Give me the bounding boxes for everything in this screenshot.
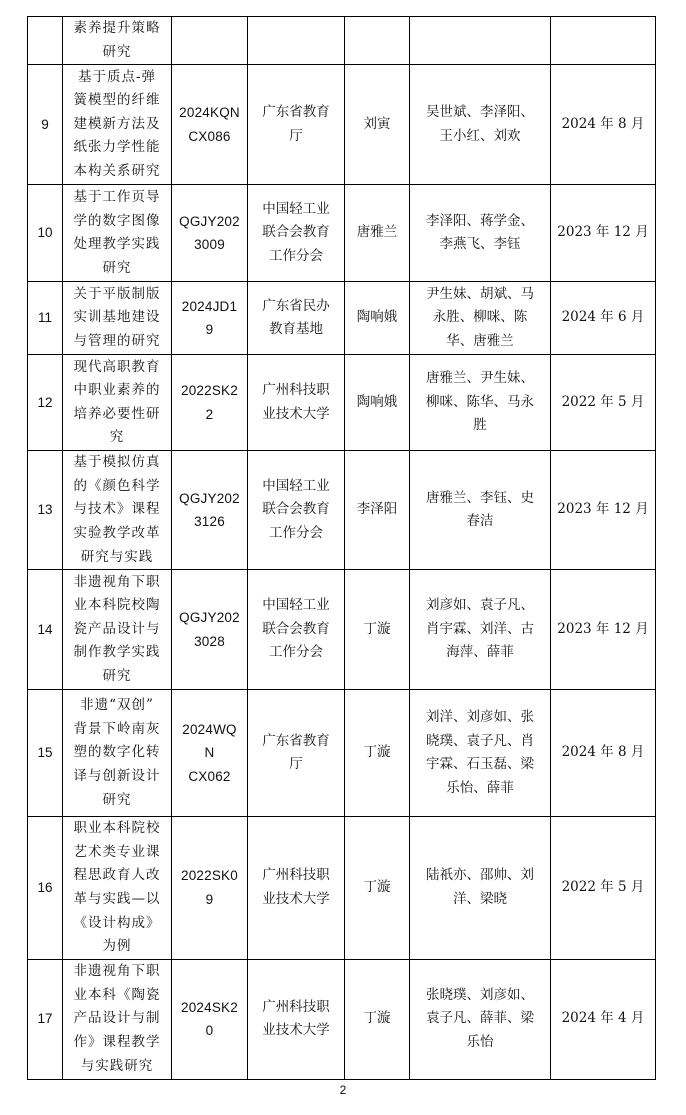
approval-date-cell: 2023 年 12 月 (551, 451, 656, 570)
members-cell-line: 海萍、薛菲 (446, 644, 514, 661)
table-row (28, 355, 656, 451)
issuing-authority-cell-line: 教育基地 (269, 321, 323, 338)
issuing-authority-cell-line: 中国轻工业 (262, 477, 330, 494)
project-title-cell (63, 690, 172, 817)
project-leader-cell: 丁漩 (345, 690, 410, 817)
project-title-cell-line: 业本科院校陶 (73, 597, 161, 614)
project-title-cell-line: 《设计构成》 (73, 914, 161, 931)
issuing-authority-cell-line: 广州科技职 (262, 867, 330, 884)
row-number-cell: 10 (28, 185, 63, 282)
issuing-authority-cell (248, 355, 345, 451)
project-leader-cell: 唐雅兰 (345, 185, 410, 282)
members-cell-line: 张晓璞、刘彦如、 (426, 986, 534, 1003)
approval-date-cell: 2023 年 12 月 (551, 570, 656, 690)
project-title-cell-line: 非遗视角下职 (73, 963, 161, 980)
project-code-cell-line: 9 (205, 322, 214, 338)
issuing-authority-cell (248, 959, 345, 1079)
project-title-cell-line: 关于平版制版 (73, 285, 161, 302)
project-title-cell-line: 的《颜色科学 (73, 477, 161, 494)
project-title-cell-line: 与实践研究 (80, 1057, 154, 1074)
project-title-cell-line: 艺术类专业课 (73, 843, 161, 860)
project-title-cell-line: 处理教学实践 (73, 236, 161, 253)
project-code-cell-line: 9 (205, 891, 214, 907)
approval-date-cell: 2024 年 8 月 (551, 690, 656, 817)
project-code-cell-line: 3028 (194, 633, 225, 649)
project-code-cell (172, 355, 248, 451)
project-title-cell (63, 451, 172, 570)
table-row (28, 282, 656, 355)
members-cell (410, 451, 551, 570)
members-cell-line: 华、唐雅兰 (446, 332, 514, 349)
project-code-cell (172, 17, 248, 65)
project-code-cell (172, 282, 248, 355)
project-title-cell (63, 185, 172, 282)
approval-date-cell: 2022 年 5 月 (551, 817, 656, 960)
project-title-cell-line: 业本科《陶瓷 (73, 986, 161, 1003)
project-title-cell-line: 究 (109, 429, 125, 446)
project-title-cell-line: 产品设计与制 (73, 1010, 161, 1027)
project-code-cell (172, 817, 248, 960)
project-title-cell (63, 570, 172, 690)
project-title-cell-line: 学的数字图像 (73, 212, 161, 229)
project-title-cell-line: 制作教学实践 (73, 644, 161, 661)
issuing-authority-cell-line: 厅 (289, 127, 303, 144)
row-number-cell: 15 (28, 690, 63, 817)
members-cell-line: 吴世斌、李泽阳、 (426, 104, 534, 121)
members-cell (410, 817, 551, 960)
row-number-cell (28, 17, 63, 65)
table-row (28, 817, 656, 960)
members-cell-line: 李燕飞、李钰 (439, 236, 521, 253)
issuing-authority-cell (248, 282, 345, 355)
approval-date-cell: 2024 年 4 月 (551, 959, 656, 1079)
issuing-authority-cell-line: 业技术大学 (262, 405, 330, 422)
project-code-cell-line: CX086 (188, 128, 231, 144)
project-leader-cell: 李泽阳 (345, 451, 410, 570)
project-title-cell-line: 塑的数字化转 (73, 744, 161, 761)
project-title-cell-line: 纸张力学性能 (73, 139, 161, 156)
project-code-cell-line: 3009 (194, 237, 225, 253)
project-title-cell-line: 实验教学改革 (73, 524, 161, 541)
members-cell-line: 王小红、刘欢 (439, 127, 521, 144)
members-cell-line: 乐怡、薛菲 (446, 779, 514, 796)
table-body (28, 17, 656, 1080)
issuing-authority-cell-line: 广州科技职 (262, 382, 330, 399)
row-number-cell: 11 (28, 282, 63, 355)
project-leader-cell (345, 17, 410, 65)
issuing-authority-cell-line: 中国轻工业 (262, 200, 330, 217)
project-title-cell-line: 研究与实践 (80, 548, 154, 565)
issuing-authority-cell-line: 广东省教育 (262, 104, 330, 121)
project-title-cell-line: 研究 (102, 668, 132, 685)
members-cell (410, 17, 551, 65)
members-cell-line: 永胜、柳咪、陈 (432, 309, 528, 326)
members-cell-line: 唐雅兰、李钰、史 (426, 489, 534, 506)
project-code-cell-line: 2 (205, 406, 214, 422)
project-code-cell-line: QGJY202 (179, 213, 240, 229)
page-number: 2 (339, 1083, 347, 1097)
members-cell (410, 959, 551, 1079)
project-title-cell-line: 素养提升策略 (73, 20, 161, 36)
row-number-cell: 16 (28, 817, 63, 960)
members-cell-line: 唐雅兰、尹生妹、 (426, 370, 534, 387)
project-title-cell-line: 背景下岭南灰 (73, 720, 161, 737)
members-cell-line: 洋、梁晓 (453, 890, 507, 907)
issuing-authority-cell-line: 业技术大学 (262, 1022, 330, 1039)
members-cell (410, 355, 551, 451)
project-title-cell-line: 与管理的研究 (73, 332, 161, 349)
project-code-cell (172, 570, 248, 690)
members-cell-line: 柳咪、陈华、马永 (426, 393, 534, 410)
project-code-cell-line: 2022SK0 (181, 868, 238, 884)
project-title-cell-line: 革与实践—以 (73, 890, 161, 907)
members-cell-line: 晓璞、袁子凡、肖 (426, 732, 534, 749)
project-title-cell-line: 作》课程教学 (73, 1034, 161, 1051)
project-title-cell-line: 研究 (102, 259, 132, 276)
issuing-authority-cell-line: 工作分会 (269, 524, 323, 541)
project-code-cell-line: 2024SK2 (181, 999, 238, 1015)
issuing-authority-cell (248, 17, 345, 65)
issuing-authority-cell (248, 570, 345, 690)
issuing-authority-cell (248, 185, 345, 282)
project-code-cell (172, 65, 248, 185)
project-title-cell-line: 研究 (102, 43, 132, 60)
project-code-cell-line: 0 (205, 1023, 214, 1039)
row-number-cell: 9 (28, 65, 63, 185)
project-title-cell (63, 282, 172, 355)
project-code-cell-line: 3126 (194, 514, 225, 530)
row-number-cell: 17 (28, 959, 63, 1079)
project-code-cell (172, 959, 248, 1079)
project-title-cell-line: 本构关系研究 (73, 163, 161, 180)
project-title-cell-line: 瓷产品设计与 (73, 620, 161, 637)
project-title-cell (63, 817, 172, 960)
project-code-cell (172, 185, 248, 282)
project-title-cell (63, 65, 172, 185)
members-cell (410, 65, 551, 185)
members-cell-line: 尹生妹、胡斌、马 (426, 285, 534, 302)
row-number-cell: 14 (28, 570, 63, 690)
project-code-cell (172, 451, 248, 570)
table-row (28, 185, 656, 282)
table-row (28, 65, 656, 185)
approval-date-cell: 2023 年 12 月 (551, 185, 656, 282)
members-cell-line: 胜 (473, 417, 487, 434)
project-code-cell-line: 2022SK2 (181, 383, 238, 399)
row-number-cell: 13 (28, 451, 63, 570)
members-cell-line: 陆祇亦、邵帅、刘 (426, 867, 534, 884)
project-title-cell-line: 为例 (102, 938, 132, 955)
approval-date-cell: 2022 年 5 月 (551, 355, 656, 451)
issuing-authority-cell-line: 厅 (289, 756, 303, 773)
issuing-authority-cell-line: 联合会教育 (262, 224, 330, 241)
project-code-cell-line: QGJY202 (179, 490, 240, 506)
project-title-cell-line: 研究 (102, 791, 132, 808)
project-title-cell-line: 中职业素养的 (73, 382, 161, 399)
issuing-authority-cell (248, 451, 345, 570)
issuing-authority-cell-line: 广东省民办 (262, 297, 330, 314)
project-title-cell-line: 职业本科院校 (73, 820, 161, 837)
members-cell (410, 282, 551, 355)
project-code-cell-line: 2024JD1 (181, 298, 238, 314)
table-row (28, 570, 656, 690)
project-code-cell-line: QGJY202 (179, 610, 240, 626)
issuing-authority-cell (248, 817, 345, 960)
project-code-cell (172, 690, 248, 817)
table-row (28, 451, 656, 570)
members-cell-line: 刘彦如、袁子凡、 (426, 597, 534, 614)
members-cell (410, 690, 551, 817)
approval-date-cell: 2024 年 8 月 (551, 65, 656, 185)
issuing-authority-cell (248, 65, 345, 185)
issuing-authority-cell (248, 690, 345, 817)
table-row (28, 690, 656, 817)
project-code-cell-line: 2024KQN (179, 105, 240, 121)
approval-date-cell (551, 17, 656, 65)
project-title-cell-line: 簧模型的纤维 (73, 92, 161, 109)
project-title-cell-line: 非遗视角下职 (73, 573, 161, 590)
row-number-cell: 12 (28, 355, 63, 451)
issuing-authority-cell-line: 工作分会 (269, 247, 323, 264)
issuing-authority-cell-line: 联合会教育 (262, 620, 330, 637)
project-code-cell-line: 2024WQN (182, 721, 237, 761)
project-title-cell-line: 建模新方法及 (73, 115, 161, 132)
issuing-authority-cell-line: 广东省教育 (262, 732, 330, 749)
project-leader-cell: 丁漩 (345, 817, 410, 960)
issuing-authority-cell-line: 工作分会 (269, 644, 323, 661)
members-cell-line: 乐怡 (466, 1034, 494, 1051)
approval-date-cell: 2024 年 6 月 (551, 282, 656, 355)
members-cell-line: 宇霖、石玉磊、梁 (426, 756, 534, 773)
issuing-authority-cell-line: 业技术大学 (262, 890, 330, 907)
issuing-authority-cell-line: 广州科技职 (262, 998, 330, 1015)
project-title-cell (63, 355, 172, 451)
project-title-cell-line: 程思政育人改 (73, 867, 161, 884)
project-leader-cell: 丁漩 (345, 959, 410, 1079)
project-title-cell-line: 非遗“双创” (80, 697, 154, 714)
project-leader-cell: 陶响娥 (345, 355, 410, 451)
members-cell-line: 李泽阳、蒋学金、 (426, 212, 534, 229)
members-cell-line: 刘洋、刘彦如、张 (426, 708, 534, 725)
members-cell-line: 袁子凡、薛菲、梁 (426, 1010, 534, 1027)
project-title-cell-line: 现代高职教育 (73, 358, 161, 375)
project-title-cell-line: 基于模拟仿真 (73, 454, 161, 471)
table-row (28, 959, 656, 1079)
members-cell-line: 肖宇霖、刘洋、古 (426, 620, 534, 637)
project-table (27, 16, 656, 1080)
project-code-cell-line: CX062 (188, 768, 231, 784)
project-leader-cell: 刘寅 (345, 65, 410, 185)
project-title-cell-line: 译与创新设计 (73, 767, 161, 784)
project-title-cell-line: 基于工作页导 (73, 189, 161, 205)
project-leader-cell: 丁漩 (345, 570, 410, 690)
members-cell (410, 570, 551, 690)
issuing-authority-cell-line: 联合会教育 (262, 501, 330, 518)
project-title-cell-line: 实训基地建设 (73, 309, 161, 326)
table-row (28, 17, 656, 65)
members-cell (410, 185, 551, 282)
project-title-cell (63, 959, 172, 1079)
project-title-cell-line: 培养必要性研 (73, 405, 161, 422)
issuing-authority-cell-line: 中国轻工业 (262, 597, 330, 614)
project-title-cell (63, 17, 172, 65)
members-cell-line: 春洁 (466, 513, 494, 530)
project-title-cell-line: 基于质点-弹 (77, 68, 157, 85)
project-leader-cell: 陶响娥 (345, 282, 410, 355)
project-title-cell-line: 与技术》课程 (73, 501, 161, 518)
